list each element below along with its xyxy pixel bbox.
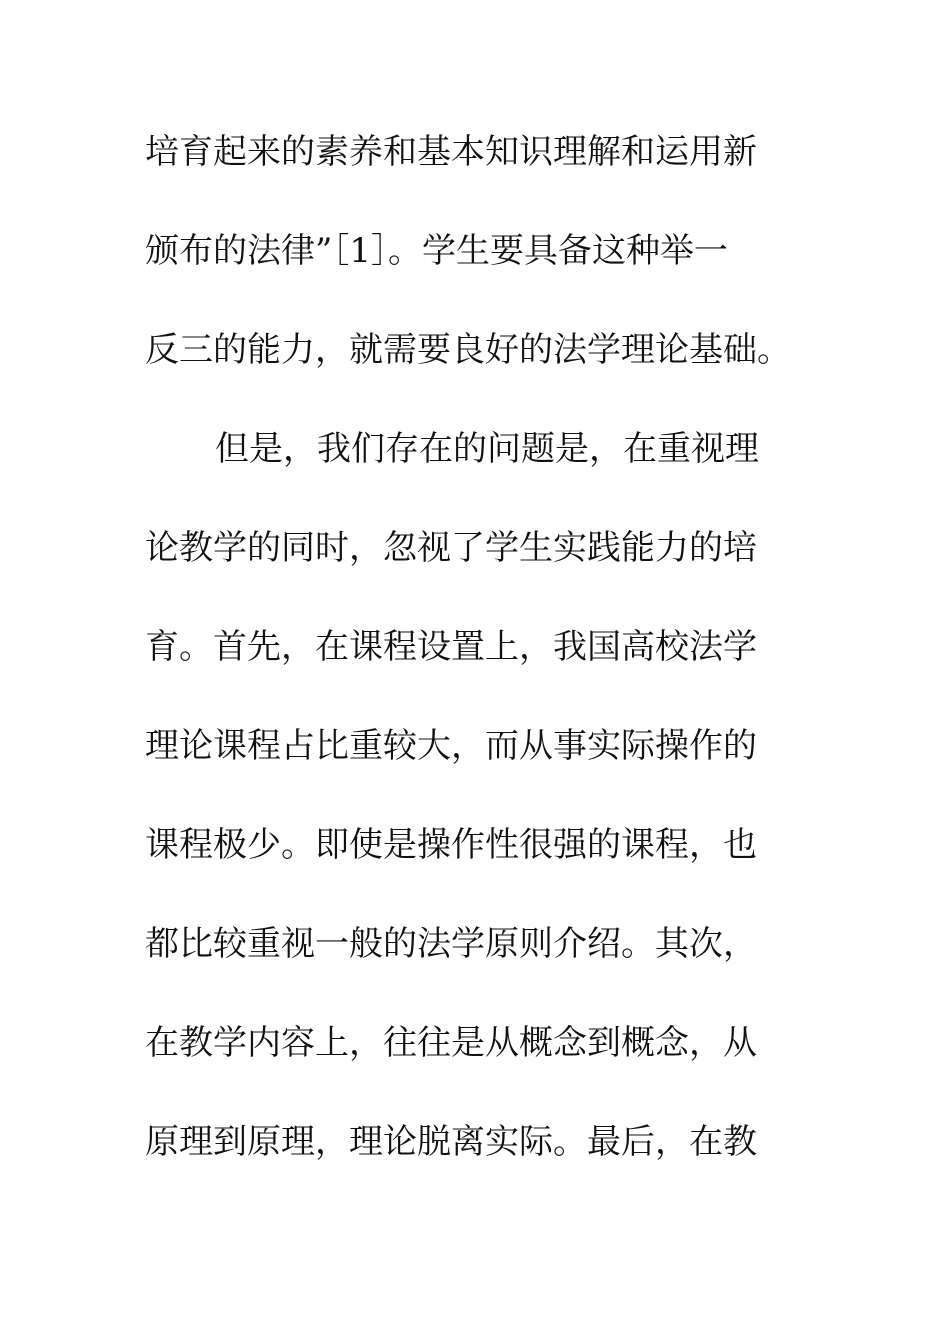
text-line: 课程极少。即使是操作性很强的课程，也 — [145, 825, 757, 865]
paragraph-first-line: 但是，我们存在的问题是，在重视理 — [215, 429, 759, 469]
text-line: 论教学的同时，忽视了学生实践能力的培 — [145, 528, 757, 568]
text-line: 反三的能力，就需要良好的法学理论基础。 — [145, 330, 791, 370]
text-line: 培育起来的素养和基本知识理解和运用新 — [145, 132, 757, 172]
text-line: 颁布的法律”［1］。学生要具备这种举一 — [145, 231, 729, 271]
text-line: 育。首先，在课程设置上，我国高校法学 — [145, 627, 757, 667]
text-line: 在教学内容上，往往是从概念到概念，从 — [145, 1023, 757, 1063]
text-line: 都比较重视一般的法学原则介绍。其次， — [145, 924, 757, 964]
text-line: 理论课程占比重较大，而从事实际操作的 — [145, 726, 757, 766]
text-line: 原理到原理，理论脱离实际。最后，在教 — [145, 1122, 757, 1162]
